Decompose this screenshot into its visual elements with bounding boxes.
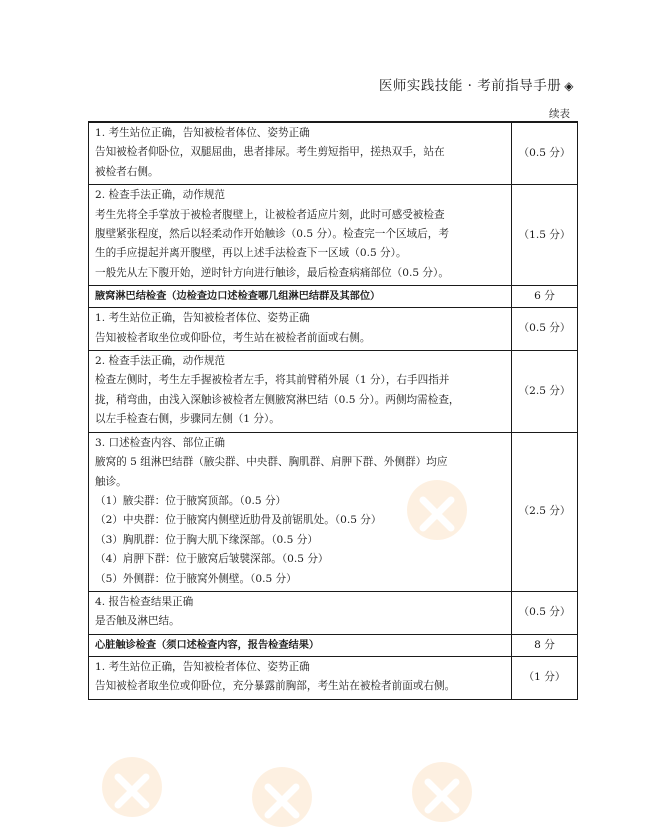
item-line: 告知被检者取坐位或仰卧位，考生站在被检者前面或右侧。	[95, 331, 371, 344]
section-title: 心脏触诊检查（须口述检查内容，报告检查结果）	[89, 634, 512, 656]
section-row	[89, 286, 578, 308]
checklist-table	[88, 121, 578, 700]
item-line: 生的手应提起并离开腹壁，再以上述手法检查下一区域（0.5 分）。	[95, 247, 407, 260]
item-line: （4）肩胛下群：位于腋窝后皱襞深部。（0.5 分）	[95, 553, 329, 566]
watermark-logo	[410, 760, 474, 828]
item-content	[89, 185, 512, 286]
item-content	[89, 432, 512, 591]
section-score: 6 分	[512, 286, 578, 308]
diamond-icon: ◈	[564, 79, 574, 93]
item-line: （1）腋尖群：位于腋窝顶部。（0.5 分）	[95, 494, 287, 507]
watermark-logo	[250, 765, 314, 833]
item-line: 被检者右侧。	[95, 165, 159, 178]
table-row	[89, 591, 578, 634]
table-row	[89, 351, 578, 433]
item-line: 腋窝的 5 组淋巴结群（腋尖群、中央群、胸肌群、肩胛下群、外侧群）均应	[95, 456, 448, 469]
item-score: （0.5 分）	[512, 122, 578, 185]
item-score: （1 分）	[512, 656, 578, 699]
item-line: 是否触及淋巴结。	[95, 615, 180, 628]
item-score: （0.5 分）	[512, 308, 578, 351]
table-row	[89, 185, 578, 286]
item-line: （5）外侧群：位于腋窝外侧壁。（0.5 分）	[95, 572, 297, 585]
item-line: 2. 检查手法正确，动作规范	[95, 355, 226, 368]
item-line: 2. 检查手法正确，动作规范	[95, 189, 226, 202]
item-score: （2.5 分）	[512, 432, 578, 591]
table-row	[89, 656, 578, 699]
watermark-logo	[100, 755, 164, 823]
item-line: （2）中央群：位于腋窝内侧壁近肋骨及前锯肌处。（0.5 分）	[95, 514, 382, 527]
item-line: 一般先从左下腹开始，逆时针方向进行触诊，最后检查病痛部位（0.5 分）。	[95, 266, 449, 279]
item-line: 1. 考生站位正确，告知被检者体位、姿势正确	[95, 312, 310, 325]
table-row	[89, 432, 578, 591]
table-row	[89, 308, 578, 351]
item-content	[89, 122, 512, 185]
table-row	[89, 122, 578, 185]
item-score: （1.5 分）	[512, 185, 578, 286]
item-line: 1. 考生站位正确，告知被检者体位、姿势正确	[95, 660, 310, 673]
section-row	[89, 634, 578, 656]
item-score: （2.5 分）	[512, 351, 578, 433]
continued-label: 续表	[549, 108, 570, 120]
item-content	[89, 351, 512, 433]
item-line: 告知被检者仰卧位，双腿屈曲，患者排尿。考生剪短指甲，搓热双手，站在	[95, 146, 445, 159]
item-line: 考生先将全手掌放于被检者腹壁上，让被检者适应片刻，此时可感受被检查	[95, 208, 445, 221]
item-content	[89, 591, 512, 634]
item-line: 以左手检查右侧，步骤同左侧（1 分）。	[95, 413, 280, 426]
item-line: 触诊。	[95, 475, 127, 488]
item-line: 检查左侧时，考生左手握被检者左手，将其前臂稍外展（1 分），右手四指并	[95, 374, 450, 387]
page-header	[379, 74, 574, 94]
section-score: 8 分	[512, 634, 578, 656]
item-line: 1. 考生站位正确，告知被检者体位、姿势正确	[95, 127, 310, 139]
item-line: 腹壁紧张程度，然后以轻柔动作开始触诊（0.5 分）。检查完一个区域后，考	[95, 228, 449, 241]
header-title: 医师实践技能 · 考前指导手册	[378, 78, 562, 94]
item-content	[89, 656, 512, 699]
item-line: （3）胸肌群：位于胸大肌下缘深部。（0.5 分）	[95, 533, 318, 546]
item-line: 拢，稍弯曲，由浅入深触诊被检者左侧腋窝淋巴结（0.5 分）。两侧均需检查，	[95, 393, 460, 406]
item-line: 告知被检者取坐位或仰卧位，充分暴露前胸部，考生站在被检者前面或右侧。	[95, 680, 456, 693]
section-title: 腋窝淋巴结检查（边检查边口述检查哪几组淋巴结群及其部位）	[89, 286, 512, 308]
item-line: 3. 口述检查内容、部位正确	[95, 436, 226, 449]
item-score: （0.5 分）	[512, 591, 578, 634]
item-content	[89, 308, 512, 351]
item-line: 4. 报告检查结果正确	[95, 595, 194, 608]
